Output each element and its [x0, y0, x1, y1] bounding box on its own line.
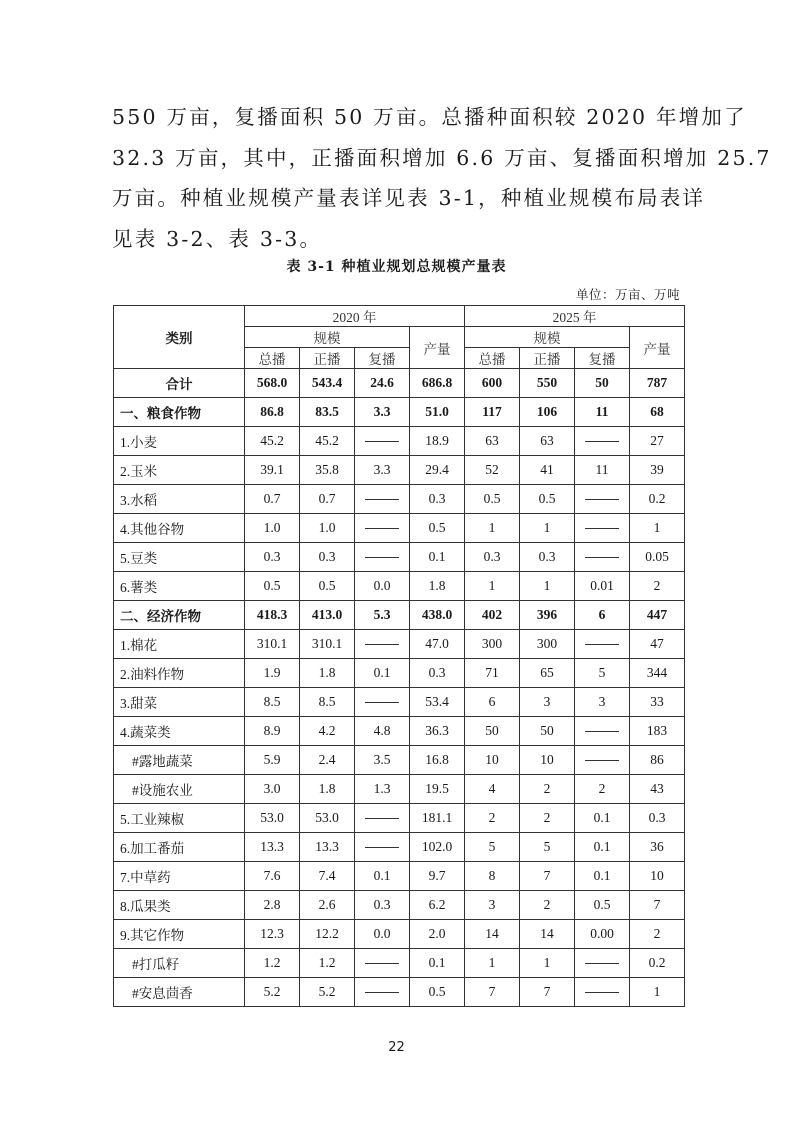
value-cell: 52: [465, 456, 520, 485]
value-cell: 300: [465, 630, 520, 659]
empty-dash: [585, 963, 619, 964]
value-cell: 183: [630, 717, 685, 746]
value-cell: 71: [465, 659, 520, 688]
table-row: [114, 485, 685, 514]
table-row: [114, 862, 685, 891]
value-cell: 686.8: [410, 369, 465, 398]
value-cell: 2.8: [245, 891, 300, 920]
value-cell: 16.8: [410, 746, 465, 775]
header-year-2020: 2020 年: [245, 306, 465, 327]
value-cell: 5.2: [245, 978, 300, 1007]
empty-dash: [365, 441, 399, 442]
row-category-cell: 9.其它作物: [114, 920, 245, 949]
value-cell: 300: [520, 630, 575, 659]
value-cell: 11: [575, 456, 630, 485]
empty-dash: [585, 528, 619, 529]
value-cell: 10: [630, 862, 685, 891]
value-cell: 543.4: [300, 369, 355, 398]
value-cell: [355, 630, 410, 659]
value-cell: 1.3: [355, 775, 410, 804]
value-cell: 10: [520, 746, 575, 775]
empty-dash: [585, 731, 619, 732]
value-cell: [575, 543, 630, 572]
value-cell: 447: [630, 601, 685, 630]
value-cell: 35.8: [300, 456, 355, 485]
value-cell: [355, 485, 410, 514]
header-output-2025: 产量: [630, 327, 685, 369]
table-row: [114, 514, 685, 543]
row-category-cell: #露地蔬菜: [114, 746, 245, 775]
value-cell: 0.0: [355, 572, 410, 601]
empty-dash: [585, 992, 619, 993]
value-cell: 3: [575, 688, 630, 717]
table-row: [114, 688, 685, 717]
value-cell: 413.0: [300, 601, 355, 630]
value-cell: 50: [465, 717, 520, 746]
value-cell: 1: [520, 514, 575, 543]
value-cell: 0.3: [465, 543, 520, 572]
value-cell: 787: [630, 369, 685, 398]
value-cell: 6: [465, 688, 520, 717]
value-cell: 0.3: [355, 891, 410, 920]
table-row: [114, 891, 685, 920]
value-cell: [355, 514, 410, 543]
value-cell: 41: [520, 456, 575, 485]
row-category-cell: 1.棉花: [114, 630, 245, 659]
value-cell: 27: [630, 427, 685, 456]
row-category-cell: 1.小麦: [114, 427, 245, 456]
value-cell: 438.0: [410, 601, 465, 630]
value-cell: 7: [465, 978, 520, 1007]
row-category-cell: 5.工业辣椒: [114, 804, 245, 833]
value-cell: 181.1: [410, 804, 465, 833]
value-cell: 53.4: [410, 688, 465, 717]
value-cell: 24.6: [355, 369, 410, 398]
paragraph-line: 见表 3-2、表 3-3。: [112, 226, 323, 251]
table-row: [114, 572, 685, 601]
value-cell: 1: [465, 572, 520, 601]
value-cell: 47.0: [410, 630, 465, 659]
value-cell: 63: [465, 427, 520, 456]
value-cell: 418.3: [245, 601, 300, 630]
value-cell: 39: [630, 456, 685, 485]
table-row: [114, 659, 685, 688]
row-category-cell: 合计: [114, 369, 245, 398]
value-cell: 0.1: [355, 659, 410, 688]
value-cell: 0.2: [630, 949, 685, 978]
value-cell: 2: [630, 920, 685, 949]
value-cell: 5: [465, 833, 520, 862]
value-cell: 0.5: [410, 514, 465, 543]
empty-dash: [585, 644, 619, 645]
row-category-cell: 3.甜菜: [114, 688, 245, 717]
header-scale-2020: 规模: [245, 327, 410, 348]
value-cell: 0.5: [410, 978, 465, 1007]
value-cell: 0.1: [575, 804, 630, 833]
value-cell: 1.0: [300, 514, 355, 543]
value-cell: 0.5: [465, 485, 520, 514]
value-cell: 45.2: [300, 427, 355, 456]
value-cell: [575, 514, 630, 543]
table-row: [114, 775, 685, 804]
value-cell: 83.5: [300, 398, 355, 427]
value-cell: 3.5: [355, 746, 410, 775]
empty-dash: [365, 818, 399, 819]
value-cell: 1: [630, 978, 685, 1007]
value-cell: 43: [630, 775, 685, 804]
value-cell: [575, 949, 630, 978]
value-cell: 106: [520, 398, 575, 427]
table-row: [114, 717, 685, 746]
value-cell: 63: [520, 427, 575, 456]
value-cell: 0.3: [630, 804, 685, 833]
value-cell: 1.9: [245, 659, 300, 688]
row-category-cell: 一、粮食作物: [114, 398, 245, 427]
row-category-cell: 8.瓜果类: [114, 891, 245, 920]
value-cell: 0.00: [575, 920, 630, 949]
header-total-sown-2020: 总播: [245, 348, 300, 369]
value-cell: 3.3: [355, 398, 410, 427]
value-cell: 53.0: [245, 804, 300, 833]
value-cell: 1: [520, 949, 575, 978]
value-cell: 0.5: [575, 891, 630, 920]
value-cell: 8: [465, 862, 520, 891]
value-cell: 568.0: [245, 369, 300, 398]
value-cell: [355, 804, 410, 833]
paragraph-line: 万亩。种植业规模产量表详见表 3-1，种植业规模布局表详: [112, 186, 706, 210]
value-cell: 65: [520, 659, 575, 688]
table-row: [114, 949, 685, 978]
row-category-cell: 4.蔬菜类: [114, 717, 245, 746]
table-row: [114, 978, 685, 1007]
header-year-2025: 2025 年: [465, 306, 685, 327]
value-cell: 51.0: [410, 398, 465, 427]
value-cell: 8.9: [245, 717, 300, 746]
value-cell: 7: [520, 978, 575, 1007]
value-cell: 18.9: [410, 427, 465, 456]
value-cell: 10: [465, 746, 520, 775]
value-cell: 6: [575, 601, 630, 630]
table-row: [114, 543, 685, 572]
value-cell: 1.2: [300, 949, 355, 978]
header-main-sown-2025: 正播: [520, 348, 575, 369]
value-cell: 2.4: [300, 746, 355, 775]
empty-dash: [365, 702, 399, 703]
value-cell: 12.2: [300, 920, 355, 949]
value-cell: 1.0: [245, 514, 300, 543]
empty-dash: [365, 963, 399, 964]
value-cell: 1.8: [300, 775, 355, 804]
value-cell: 0.0: [355, 920, 410, 949]
value-cell: [355, 978, 410, 1007]
value-cell: [575, 978, 630, 1007]
value-cell: 36.3: [410, 717, 465, 746]
value-cell: 0.1: [355, 862, 410, 891]
value-cell: 7: [630, 891, 685, 920]
value-cell: 396: [520, 601, 575, 630]
value-cell: 19.5: [410, 775, 465, 804]
value-cell: 5: [575, 659, 630, 688]
value-cell: 4.8: [355, 717, 410, 746]
value-cell: 0.3: [410, 485, 465, 514]
value-cell: 5.2: [300, 978, 355, 1007]
value-cell: 7.6: [245, 862, 300, 891]
header-scale-2025: 规模: [465, 327, 630, 348]
value-cell: 310.1: [300, 630, 355, 659]
value-cell: 0.7: [245, 485, 300, 514]
value-cell: 45.2: [245, 427, 300, 456]
value-cell: 1: [465, 949, 520, 978]
value-cell: 3.3: [355, 456, 410, 485]
empty-dash: [365, 499, 399, 500]
value-cell: 47: [630, 630, 685, 659]
value-cell: 310.1: [245, 630, 300, 659]
value-cell: 3.0: [245, 775, 300, 804]
value-cell: 102.0: [410, 833, 465, 862]
row-category-cell: #打瓜籽: [114, 949, 245, 978]
value-cell: 0.3: [245, 543, 300, 572]
value-cell: 1: [520, 572, 575, 601]
header-category: 类别: [114, 306, 245, 369]
value-cell: 50: [575, 369, 630, 398]
value-cell: 7.4: [300, 862, 355, 891]
empty-dash: [585, 441, 619, 442]
value-cell: 11: [575, 398, 630, 427]
paragraph-line: 550 万亩，复播面积 50 万亩。总播种面积较 2020 年增加了: [112, 105, 747, 129]
empty-dash: [585, 499, 619, 500]
table-row: [114, 456, 685, 485]
value-cell: 13.3: [300, 833, 355, 862]
value-cell: 550: [520, 369, 575, 398]
value-cell: 2.0: [410, 920, 465, 949]
page-number: 22: [388, 1040, 405, 1055]
header-total-sown-2025: 总播: [465, 348, 520, 369]
table-row: [114, 920, 685, 949]
value-cell: 6.2: [410, 891, 465, 920]
value-cell: 0.05: [630, 543, 685, 572]
table-row: [114, 630, 685, 659]
value-cell: 0.1: [410, 543, 465, 572]
value-cell: 2: [575, 775, 630, 804]
table-row: [114, 804, 685, 833]
value-cell: [355, 543, 410, 572]
empty-dash: [585, 760, 619, 761]
row-category-cell: #设施农业: [114, 775, 245, 804]
value-cell: [355, 833, 410, 862]
empty-dash: [365, 644, 399, 645]
empty-dash: [365, 847, 399, 848]
value-cell: [575, 630, 630, 659]
value-cell: 3: [465, 891, 520, 920]
value-cell: [575, 717, 630, 746]
row-category-cell: #安息茴香: [114, 978, 245, 1007]
row-category-cell: 二、经济作物: [114, 601, 245, 630]
table-row-total: [114, 369, 685, 398]
row-category-cell: 7.中草药: [114, 862, 245, 891]
header-output-2020: 产量: [410, 327, 465, 369]
value-cell: [575, 746, 630, 775]
table-row: [114, 833, 685, 862]
empty-dash: [365, 557, 399, 558]
value-cell: 0.3: [520, 543, 575, 572]
value-cell: 0.1: [410, 949, 465, 978]
planting-scale-table: [113, 305, 685, 1007]
value-cell: 5.3: [355, 601, 410, 630]
value-cell: 2.6: [300, 891, 355, 920]
table-row-section: [114, 601, 685, 630]
value-cell: 2: [630, 572, 685, 601]
value-cell: 1.8: [410, 572, 465, 601]
value-cell: 0.01: [575, 572, 630, 601]
header-multi-sown-2020: 复播: [355, 348, 410, 369]
body-paragraph: [112, 97, 772, 259]
value-cell: 68: [630, 398, 685, 427]
value-cell: 0.1: [575, 833, 630, 862]
value-cell: 4.2: [300, 717, 355, 746]
value-cell: [575, 485, 630, 514]
value-cell: [575, 427, 630, 456]
value-cell: 2: [520, 804, 575, 833]
row-category-cell: 3.水稻: [114, 485, 245, 514]
value-cell: 8.5: [245, 688, 300, 717]
value-cell: [355, 427, 410, 456]
empty-dash: [365, 992, 399, 993]
value-cell: 8.5: [300, 688, 355, 717]
value-cell: 29.4: [410, 456, 465, 485]
value-cell: 4: [465, 775, 520, 804]
value-cell: 13.3: [245, 833, 300, 862]
header-multi-sown-2025: 复播: [575, 348, 630, 369]
paragraph-line: 32.3 万亩，其中，正播面积增加 6.6 万亩、复播面积增加 25.7: [112, 145, 772, 170]
value-cell: 0.2: [630, 485, 685, 514]
header-main-sown-2020: 正播: [300, 348, 355, 369]
value-cell: 1: [630, 514, 685, 543]
value-cell: 0.3: [410, 659, 465, 688]
table-caption: 表 3-1 种植业规划总规模产量表: [286, 259, 507, 275]
value-cell: 3: [520, 688, 575, 717]
value-cell: 117: [465, 398, 520, 427]
value-cell: 1.2: [245, 949, 300, 978]
empty-dash: [585, 557, 619, 558]
value-cell: 600: [465, 369, 520, 398]
row-category-cell: 6.薯类: [114, 572, 245, 601]
value-cell: 0.5: [245, 572, 300, 601]
table-row: [114, 427, 685, 456]
value-cell: 7: [520, 862, 575, 891]
value-cell: 50: [520, 717, 575, 746]
table-unit-note: 单位：万亩、万吨: [575, 287, 680, 302]
value-cell: 33: [630, 688, 685, 717]
value-cell: 2: [520, 891, 575, 920]
value-cell: 5: [520, 833, 575, 862]
value-cell: 0.5: [520, 485, 575, 514]
value-cell: 2: [520, 775, 575, 804]
value-cell: 1: [465, 514, 520, 543]
value-cell: 39.1: [245, 456, 300, 485]
row-category-cell: 2.油料作物: [114, 659, 245, 688]
value-cell: 0.7: [300, 485, 355, 514]
row-category-cell: 5.豆类: [114, 543, 245, 572]
row-category-cell: 6.加工番茄: [114, 833, 245, 862]
value-cell: 14: [465, 920, 520, 949]
value-cell: 36: [630, 833, 685, 862]
value-cell: 12.3: [245, 920, 300, 949]
value-cell: 344: [630, 659, 685, 688]
value-cell: 0.5: [300, 572, 355, 601]
value-cell: 2: [465, 804, 520, 833]
value-cell: 0.3: [300, 543, 355, 572]
value-cell: 86: [630, 746, 685, 775]
value-cell: 53.0: [300, 804, 355, 833]
value-cell: 86.8: [245, 398, 300, 427]
value-cell: 1.8: [300, 659, 355, 688]
value-cell: [355, 688, 410, 717]
row-category-cell: 2.玉米: [114, 456, 245, 485]
value-cell: 14: [520, 920, 575, 949]
empty-dash: [365, 528, 399, 529]
table-row: [114, 746, 685, 775]
value-cell: 9.7: [410, 862, 465, 891]
value-cell: [355, 949, 410, 978]
value-cell: 5.9: [245, 746, 300, 775]
table-row-section: [114, 398, 685, 427]
value-cell: 0.1: [575, 862, 630, 891]
row-category-cell: 4.其他谷物: [114, 514, 245, 543]
value-cell: 402: [465, 601, 520, 630]
